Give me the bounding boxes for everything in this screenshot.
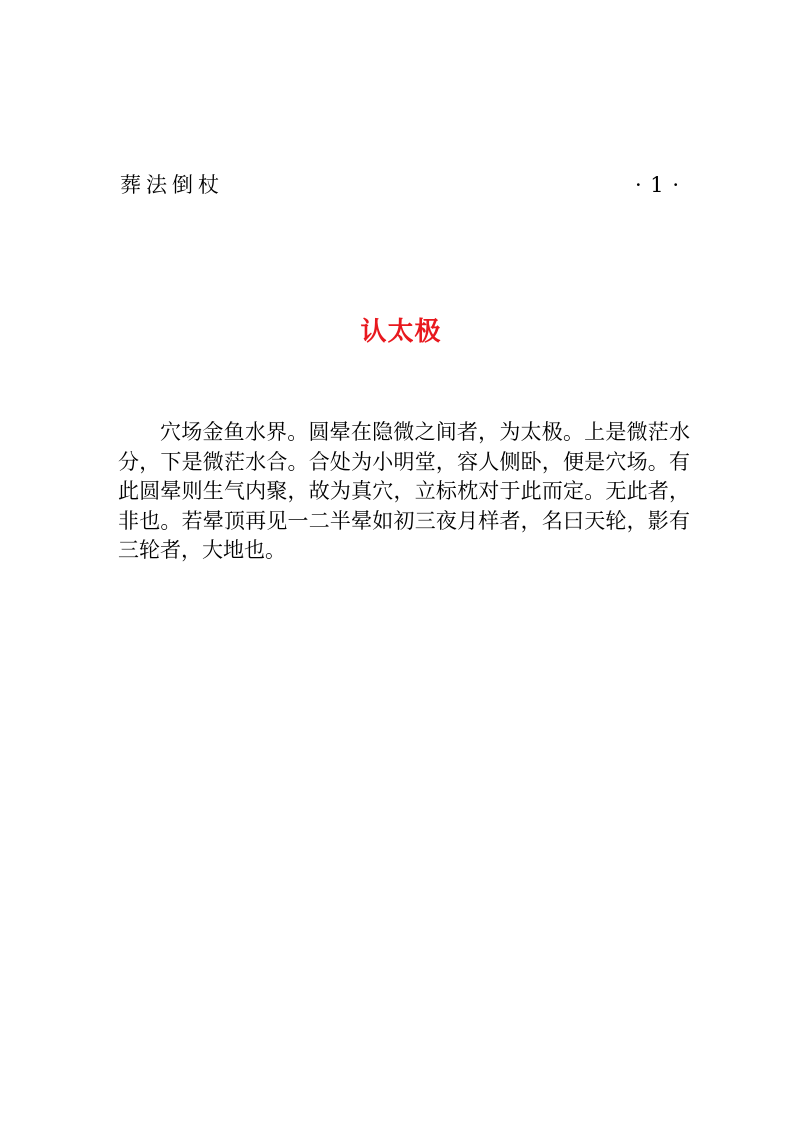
body-paragraph: 穴场金鱼水界。圆晕在隐微之间者，为太极。上是微茫水分，下是微茫水合。合处为小明堂，容人侧卧，便是穴场。有此圆晕则生气内聚，故为真穴，立标枕对于此而定。无此者，非也。若晕顶再见一二半晕如初三夜月样者，名曰天轮，影有三轮者，大地也。	[118, 420, 690, 562]
page-number: · 1 ·	[634, 173, 680, 197]
running-header	[120, 171, 680, 201]
section-title: 认太极	[360, 317, 442, 347]
book-title: 葬法倒杖	[120, 173, 224, 197]
